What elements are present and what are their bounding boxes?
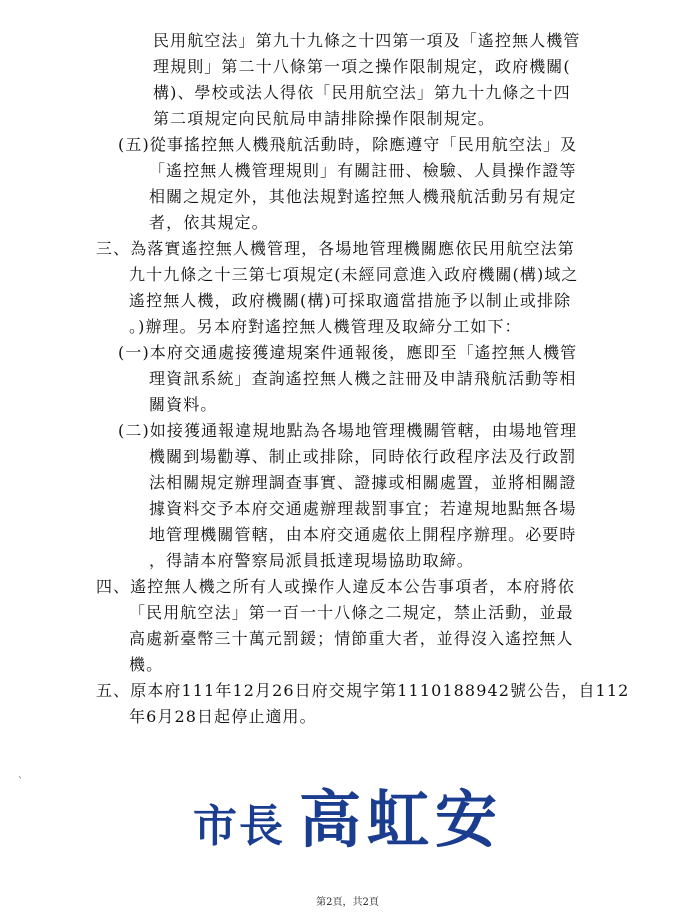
text-line: 機。 [129, 655, 164, 674]
stray-mark: 、 [18, 770, 28, 781]
text-line: 「民用航空法」第一百一十八條之二規定，禁止活動，並最 [129, 603, 574, 622]
text-line: 法相關規定辦理調查事實、證據或相關處置，並將相關證 [149, 473, 577, 492]
text-line: 理規則」第二十八條第一項之操作限制規定，政府機關( [153, 57, 571, 76]
section-three-line: 三、為落實遙控無人機管理，各場地管理機關應依民用航空法第 [96, 239, 575, 258]
text-line: 年6月28日起停止適用。 [129, 707, 317, 726]
text-line: 者，依其規定。 [149, 213, 269, 232]
text-line: 第二項規定向民航局申請排除操作限制規定。 [153, 109, 496, 128]
text-line: 機關到場勸導、制止或排除，同時依行政程序法及行政罰 [149, 447, 577, 466]
item-two-line: (二)如接獲通報違規地點為各場地管理機關管轄，由場地管理 [118, 421, 578, 440]
text-line: 。)辦理。另本府對遙控無人機管理及取締分工如下： [129, 317, 522, 336]
text-line: 理資訊系統」查詢遙控無人機之註冊及申請飛航活動等相 [149, 369, 577, 388]
item-one-line: (一)本府交通處接獲違規案件通報後，應即至「遙控無人機管 [118, 343, 578, 362]
text-line: 「遙控無人機管理規則」有關註冊、檢驗、人員操作證等 [149, 161, 577, 180]
signature-title: 市長 [193, 801, 285, 852]
text-line: 九十九條之十三第七項規定(未經同意進入政府機關(構)域之 [129, 265, 579, 284]
text-line: 高處新臺幣三十萬元罰鍰；情節重大者，並得沒入遙控無人 [129, 629, 574, 648]
text-line: 據資料交予本府交通處辦理裁罰事宜；若違規地點無各場 [149, 499, 577, 518]
text-line: 地管理機關管轄，由本府交通處依上開程序辦理。必要時 [149, 525, 577, 544]
item-five-line: (五)從事搖控無人機飛航活動時，除應遵守「民用航空法」及 [118, 135, 578, 154]
mayor-signature [193, 770, 503, 859]
signature-name: 高虹安 [299, 783, 504, 856]
text-line: 關資料。 [149, 395, 218, 414]
text-line: ，得請本府警察局派員抵達現場協助取締。 [149, 551, 474, 570]
text-line: 民用航空法」第九十九條之十四第一項及「遙控無人機管 [153, 31, 581, 50]
page-footer: 第2頁，共2頁 [316, 897, 379, 908]
text-line: 構)、學校或法人得依「民用航空法」第九十九條之十四 [153, 83, 571, 102]
section-five-line: 五、原本府111年12月26日府交規字第1110188942號公告，自112 [96, 681, 630, 700]
text-line: 相關之規定外，其他法規對遙控無人機飛航活動另有規定 [149, 187, 577, 206]
section-four-line: 四、遙控無人機之所有人或操作人違反本公告事項者，本府將依 [96, 577, 575, 596]
text-line: 遙控無人機，政府機關(構)可採取適當措施予以制止或排除 [129, 291, 572, 310]
